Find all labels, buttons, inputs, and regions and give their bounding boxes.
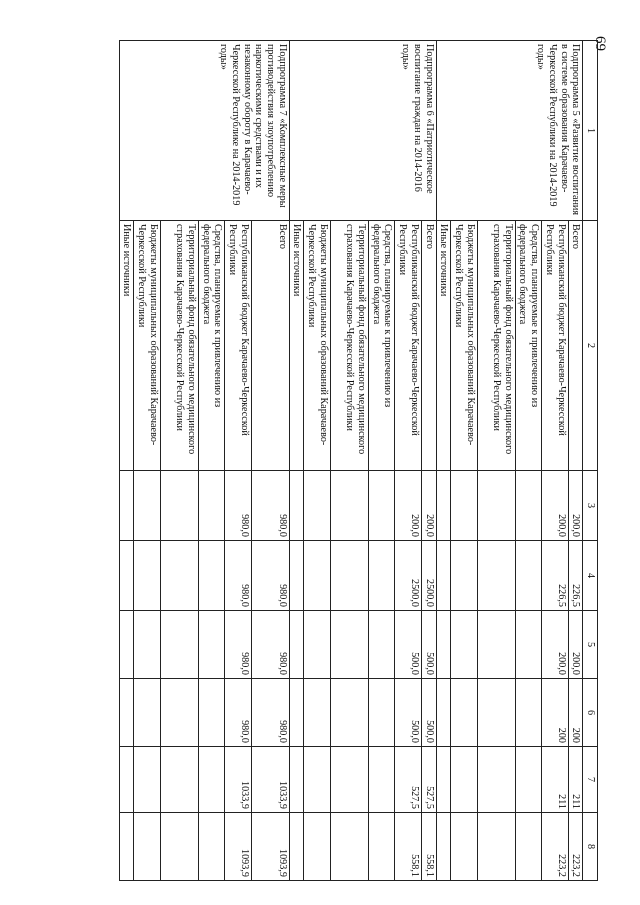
program-name: Подпрограмма 7 bbox=[276, 44, 288, 116]
value-cell: 980,0 bbox=[225, 541, 251, 611]
source-label: Всего bbox=[421, 221, 436, 471]
value-cell: 527,5 bbox=[395, 747, 421, 813]
source-label: Республиканский бюджет Карачаево-Черкесской Республики bbox=[542, 221, 568, 471]
value-cell: 980,0 bbox=[251, 679, 289, 747]
value-cell: 226,5 bbox=[542, 541, 568, 611]
value-cell: 200,0 bbox=[568, 611, 583, 679]
value-cell: 223,2 bbox=[542, 813, 568, 881]
table-row bbox=[251, 41, 289, 881]
source-label: Республиканский бюджет Карачаево-Черкесской Республики bbox=[395, 221, 421, 471]
value-cell: 500,0 bbox=[395, 611, 421, 679]
value-cell: 200 bbox=[542, 679, 568, 747]
value-cell: 1033,9 bbox=[225, 747, 251, 813]
value-cell: 500,0 bbox=[395, 679, 421, 747]
source-label: Территориальный фонд обязательного медицинского страхования Карачаево-Черкесской Республики bbox=[477, 221, 515, 471]
source-label: Всего bbox=[568, 221, 583, 471]
col-header: 6 bbox=[583, 679, 598, 747]
source-label: Средства, планируемые к привлечению из федерального бюджета bbox=[198, 221, 224, 471]
value-cell: 200,0 bbox=[542, 611, 568, 679]
col-header: 7 bbox=[583, 747, 598, 813]
value-cell: 200 bbox=[568, 679, 583, 747]
budget-table-sheet bbox=[40, 40, 598, 880]
program-title: «Патриотическое воспитание граждан на 2014-2016 годы» bbox=[400, 44, 435, 194]
program-name: Подпрограмма 6 bbox=[423, 44, 435, 116]
value-cell: 980,0 bbox=[251, 541, 289, 611]
value-cell: 558,1 bbox=[421, 813, 436, 881]
source-label: Иные источники bbox=[289, 221, 304, 471]
source-label: Бюджеты муниципальных образований Карачаево-Черкесской Республики bbox=[451, 221, 477, 471]
source-label: Территориальный фонд обязательного медицинского страхования Карачаево-Черкесской Республики bbox=[330, 221, 368, 471]
value-cell: 226,5 bbox=[568, 541, 583, 611]
value-cell: 2500,0 bbox=[395, 541, 421, 611]
value-cell: 558,1 bbox=[395, 813, 421, 881]
source-label: Всего bbox=[251, 221, 289, 471]
table-row bbox=[421, 41, 436, 881]
value-cell: 1033,9 bbox=[251, 747, 289, 813]
program-cell bbox=[289, 41, 436, 221]
value-cell: 980,0 bbox=[225, 679, 251, 747]
value-cell: 980,0 bbox=[251, 611, 289, 679]
program-title: «Развитие воспитания в системе образования Карачаево-Черкесской Республики на 2014-2019 годы» bbox=[535, 44, 582, 216]
col-header: 8 bbox=[583, 813, 598, 881]
source-label: Бюджеты муниципальных образований Карачаево-Черкесской Республики bbox=[134, 221, 160, 471]
value-cell: 500,0 bbox=[421, 679, 436, 747]
value-cell: 500,0 bbox=[421, 611, 436, 679]
table-row bbox=[568, 41, 583, 881]
value-cell: 527,5 bbox=[421, 747, 436, 813]
header-row bbox=[583, 41, 598, 881]
value-cell: 980,0 bbox=[251, 471, 289, 541]
value-cell: 200,0 bbox=[421, 471, 436, 541]
source-label: Иные источники bbox=[119, 221, 134, 471]
program-title: «Комплексные меры противодействия злоупотреблению наркотическими средствами и их незаконному обороту в Карачаево-Черкесской Республике на 2014-2019 годы» bbox=[218, 44, 288, 208]
value-cell: 200,0 bbox=[395, 471, 421, 541]
col-header: 3 bbox=[583, 471, 598, 541]
program-cell bbox=[119, 41, 289, 221]
value-cell: 1093,9 bbox=[225, 813, 251, 881]
value-cell: 200,0 bbox=[568, 471, 583, 541]
source-label: Иные источники bbox=[436, 221, 451, 471]
source-label: Бюджеты муниципальных образований Карачаево-Черкесской Республики bbox=[304, 221, 330, 471]
program-name: Подпрограмма 5 bbox=[570, 44, 582, 116]
value-cell: 223,2 bbox=[568, 813, 583, 881]
source-label: Средства, планируемые к привлечению из федерального бюджета bbox=[368, 221, 394, 471]
value-cell: 2500,0 bbox=[421, 541, 436, 611]
value-cell: 211 bbox=[542, 747, 568, 813]
value-cell: 200,0 bbox=[542, 471, 568, 541]
page-number: 69 bbox=[592, 36, 608, 51]
col-header: 2 bbox=[583, 221, 598, 471]
col-header: 5 bbox=[583, 611, 598, 679]
source-label: Средства, планируемые к привлечению из федерального бюджета bbox=[515, 221, 541, 471]
col-header: 4 bbox=[583, 541, 598, 611]
value-cell: 980,0 bbox=[225, 471, 251, 541]
program-cell bbox=[436, 41, 583, 221]
source-label: Республиканский бюджет Карачаево-Черкесской Республики bbox=[225, 221, 251, 471]
source-label: Территориальный фонд обязательного медицинского страхования Карачаево-Черкесской Республики bbox=[160, 221, 198, 471]
value-cell: 980,0 bbox=[225, 611, 251, 679]
col-header: 1 bbox=[583, 41, 598, 221]
budget-table bbox=[119, 40, 598, 881]
value-cell: 211 bbox=[568, 747, 583, 813]
value-cell: 1093,9 bbox=[251, 813, 289, 881]
